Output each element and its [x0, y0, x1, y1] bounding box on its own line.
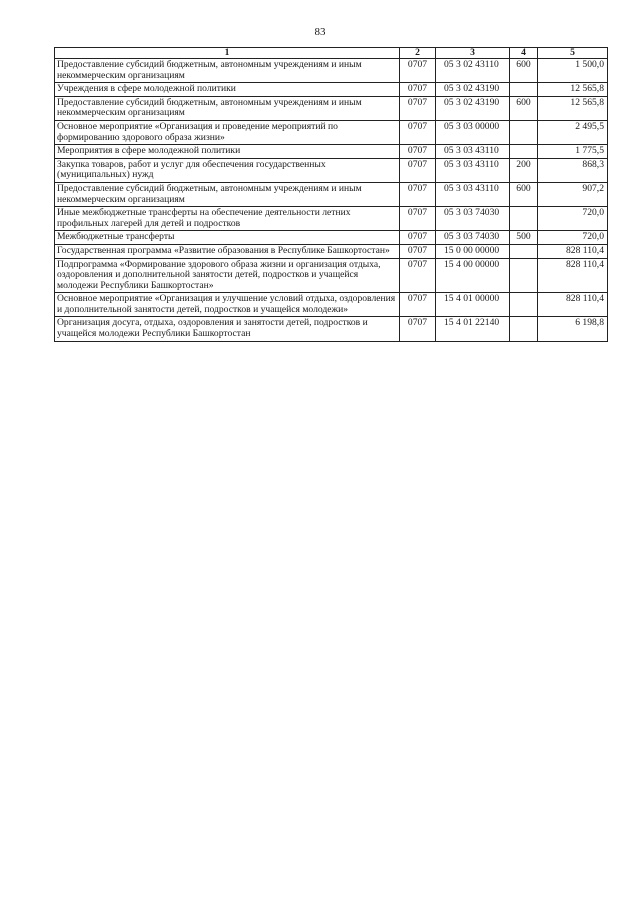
row-expense-type: 200 — [510, 158, 538, 182]
row-amount: 2 495,5 — [538, 120, 608, 144]
row-section: 0707 — [400, 293, 436, 317]
table-row — [55, 145, 608, 159]
table-row — [55, 158, 608, 182]
page-number: 83 — [314, 26, 326, 38]
row-section: 0707 — [400, 83, 436, 97]
table-row — [55, 96, 608, 120]
header-name: 1 — [55, 48, 400, 59]
row-name: Мероприятия в сфере молодежной политики — [55, 145, 400, 159]
row-code: 15 4 00 00000 — [436, 258, 510, 293]
header-amount: 5 — [538, 48, 608, 59]
row-name: Предоставление субсидий бюджетным, автономным учреждениям и иным некоммерческим организациям — [55, 182, 400, 206]
header-code: 3 — [436, 48, 510, 59]
table-row — [55, 293, 608, 317]
row-section: 0707 — [400, 158, 436, 182]
row-section: 0707 — [400, 244, 436, 258]
row-section: 0707 — [400, 182, 436, 206]
row-name: Организация досуга, отдыха, оздоровления и занятости детей, подростков и учащейся молодежи Республики Башкортостан — [55, 317, 400, 341]
budget-table — [54, 47, 608, 342]
row-amount: 12 565,8 — [538, 83, 608, 97]
row-amount: 828 110,4 — [538, 244, 608, 258]
row-code: 05 3 03 43110 — [436, 158, 510, 182]
row-amount: 868,3 — [538, 158, 608, 182]
row-expense-type — [510, 258, 538, 293]
row-code: 15 0 00 00000 — [436, 244, 510, 258]
table-row — [55, 182, 608, 206]
row-expense-type — [510, 83, 538, 97]
row-code: 05 3 02 43190 — [436, 96, 510, 120]
row-expense-type — [510, 293, 538, 317]
row-amount: 907,2 — [538, 182, 608, 206]
row-name: Предоставление субсидий бюджетным, автономным учреждениям и иным некоммерческим организациям — [55, 59, 400, 83]
row-name: Учреждения в сфере молодежной политики — [55, 83, 400, 97]
table-row — [55, 258, 608, 293]
row-section: 0707 — [400, 207, 436, 231]
row-name: Закупка товаров, работ и услуг для обеспечения государственных (муниципальных) нужд — [55, 158, 400, 182]
row-code: 05 3 02 43190 — [436, 83, 510, 97]
row-name: Государственная программа «Развитие образования в Республике Башкортостан» — [55, 244, 400, 258]
row-code: 15 4 01 00000 — [436, 293, 510, 317]
row-code: 05 3 03 00000 — [436, 120, 510, 144]
row-code: 05 3 03 74030 — [436, 231, 510, 245]
table-row — [55, 244, 608, 258]
row-expense-type — [510, 244, 538, 258]
row-expense-type — [510, 120, 538, 144]
row-section: 0707 — [400, 96, 436, 120]
row-section: 0707 — [400, 145, 436, 159]
row-code: 05 3 03 43110 — [436, 145, 510, 159]
header-expense-type: 4 — [510, 48, 538, 59]
row-expense-type — [510, 207, 538, 231]
row-expense-type: 600 — [510, 182, 538, 206]
row-name: Основное мероприятие «Организация и улучшение условий отдыха, оздоровления и дополнительной занятости детей, подростков и учащейся молодежи» — [55, 293, 400, 317]
row-code: 05 3 03 74030 — [436, 207, 510, 231]
table-row — [55, 59, 608, 83]
table-header-row — [55, 48, 608, 59]
row-name: Предоставление субсидий бюджетным, автономным учреждениям и иным некоммерческим организациям — [55, 96, 400, 120]
row-expense-type — [510, 145, 538, 159]
row-amount: 6 198,8 — [538, 317, 608, 341]
row-amount: 828 110,4 — [538, 293, 608, 317]
table-row — [55, 231, 608, 245]
table-row — [55, 207, 608, 231]
table-row — [55, 83, 608, 97]
table-row — [55, 317, 608, 341]
row-amount: 12 565,8 — [538, 96, 608, 120]
row-expense-type: 600 — [510, 59, 538, 83]
row-expense-type: 500 — [510, 231, 538, 245]
row-code: 15 4 01 22140 — [436, 317, 510, 341]
row-section: 0707 — [400, 317, 436, 341]
row-amount: 720,0 — [538, 231, 608, 245]
row-code: 05 3 03 43110 — [436, 182, 510, 206]
row-section: 0707 — [400, 120, 436, 144]
row-name: Подпрограмма «Формирование здорового образа жизни и организация отдыха, оздоровления и дополнительной занятости детей, подростков и учащейся молодежи Республики Башкортостан» — [55, 258, 400, 293]
header-section: 2 — [400, 48, 436, 59]
row-amount: 1 500,0 — [538, 59, 608, 83]
row-name: Иные межбюджетные трансферты на обеспечение деятельности летних профильных лагерей для детей и подростков — [55, 207, 400, 231]
row-amount: 1 775,5 — [538, 145, 608, 159]
row-amount: 828 110,4 — [538, 258, 608, 293]
row-name: Межбюджетные трансферты — [55, 231, 400, 245]
row-amount: 720,0 — [538, 207, 608, 231]
row-name: Основное мероприятие «Организация и проведение мероприятий по формированию здорового образа жизни» — [55, 120, 400, 144]
row-section: 0707 — [400, 59, 436, 83]
row-section: 0707 — [400, 258, 436, 293]
row-section: 0707 — [400, 231, 436, 245]
row-code: 05 3 02 43110 — [436, 59, 510, 83]
row-expense-type — [510, 317, 538, 341]
row-expense-type: 600 — [510, 96, 538, 120]
table-row — [55, 120, 608, 144]
